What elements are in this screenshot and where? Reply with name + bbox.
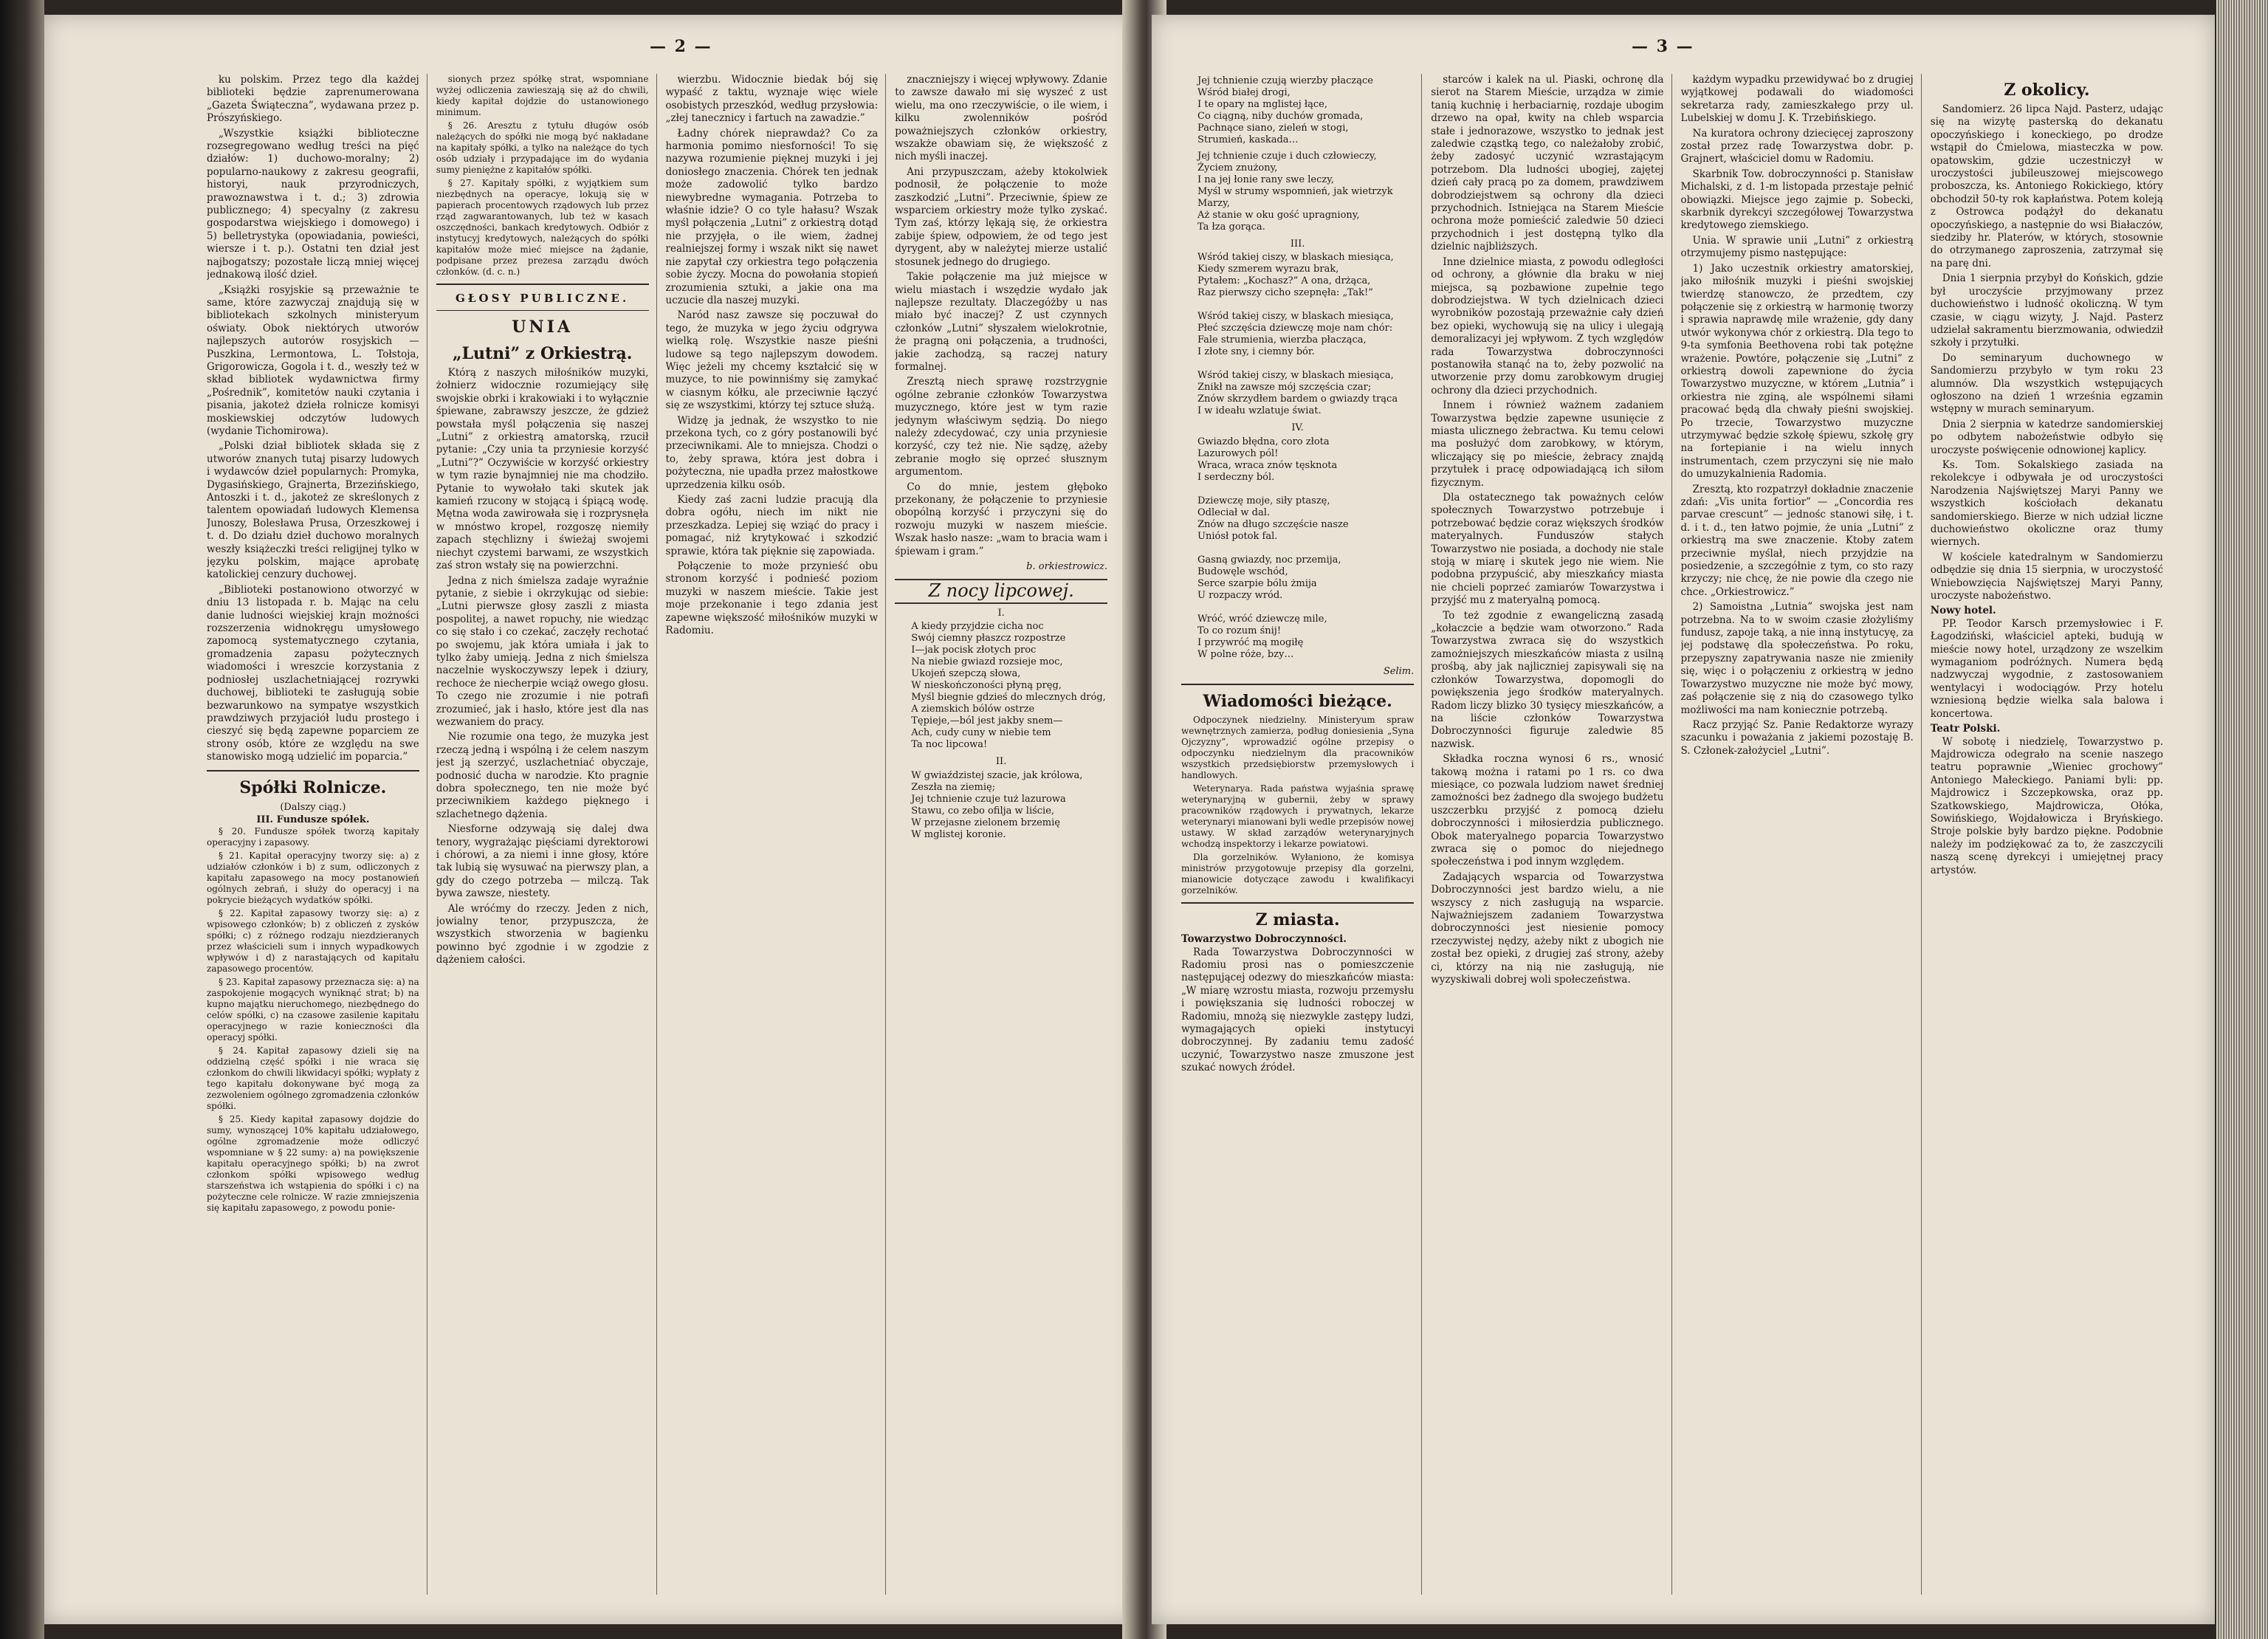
paragraph: Ładny chórek nieprawdaż? Co za harmonia pomimo niesforności! To się nazywa rozumienie pięknej muzyki i jej doniosłego znaczenia. Chórek ten jednak może zadowolić tylko bardzo niewybredne wymagania. Potrzeba to właśnie idzie? O co tyle hałasu? Wszak myśl połączenia „Lutni” z orkiestrą dotąd nie przyjęła, o ile wiem, żadnej realniejszej formy i wszak nikt się nawet nie zapytał czy orkiestra tego połączenia sobie życzy. Mocna do powołania stopień zrozumienia sztuki, a jakie ona ma uczucie dla naszej muzyki. xyxy=(665,127,879,306)
paragraph: znaczniejszy i więcej wpływowy. Zdanie to zawsze dawało mi się wyszeć z ust wielu, ma ono rzeczywiście, o ile wiem, i kilku zwolenników pośród poważniejszych członków orkiestry, wszakże obawiam się, że większość z nich myśli inaczej. xyxy=(895,74,1107,163)
poem-part-number: IV. xyxy=(1291,422,1304,434)
paragraph: Którą z naszych miłośników muzyki, żołnierz widocznie rozumiejący siłę swojskie obrki i krakowiaki i to wyłącznie śpiewane, zabrawszy jeszcze, że gdzież powstała myśl połączenia się naszej „Lutni” z orkiestrą amatorską, rzucił pytanie: „Czy unia ta przyniesie korzyść „Lutni”?” Oczywiście w korzyść orkiestry w tym razie bynajmniej nie ma chodziło. Pytanie to wywołało taki skutek jak kamień rzucony w stojącą i śpiącą wodę. Mętna woda zawirowała się i rozprysnęła w mnóstwo kropel, rozgoszę niemiły zapach stęchlizny i świeżaj swojemi niechyt czystemi barwami, ze wszystkich zaś stron wstały się na powierzchni. xyxy=(436,367,649,572)
section-title-z-miasta: Z miasta. xyxy=(1255,910,1340,930)
paragraph: Zresztą niech sprawę rozstrzygnie ogólne zebranie członków Towarzystwa muzycznego, które jest w tym razie jedynym właściwym sędzią. Do niego należy zdecydować, czy unia przyniesie korzyść, czy też nie. Nie sądzę, ażeby zebranie mogło się oprzeć słusznym argumentom. xyxy=(895,376,1107,478)
book-edge-left xyxy=(0,0,44,1639)
paragraph: § 21. Kapitał operacyjny tworzy się: a) z udziałów członków i b) z sum, odliczonych z kapitału zapasowego na mocy postanowień ogólnych zebrań, i służy do operacyj i na pokrycie bieżących wydatków spółki. xyxy=(207,851,419,906)
paragraph: Niesforne odzywają się dalej dwa tenory, wygrażając pięściami dyrektorowi i chórowi, a za niemi i inne głosy, które tak lubią się wysuwać na pierwszy plan, a gdy do czego potrzeba — milczą. Tak bywa zawsze, niestety. xyxy=(436,823,649,900)
paragraph: § 26. Aresztu z tytułu długów osób należących do spółki nie mogą być nakładane na kapitały spółki, a tylko na należące do tych osób udziały i przypadające im do wydania sumy pieniężne z kapitałów spółki. xyxy=(436,120,649,175)
poem-stanza: Jej tchnienie czuje i duch człowieczy, Życiem znużony, I na jej łonie rany swe leczy, Myśl w strumy wspomnień, jak wietrzyk Marzy, Aż stanie w oku gość upragniony, Ta łza gorąca. xyxy=(1197,151,1393,233)
paragraph: wierzbu. Widocznie biedak bój się wypaść z taktu, wyznaje więc wiele osobistych przeszkód, według przysłowia: „złej tanecznicy i fartuch na zawadzie.” xyxy=(665,74,879,125)
section-part-heading: III. Fundusze spółek. xyxy=(256,814,370,825)
paragraph: Innem i również ważnem zadaniem Towarzystwa będzie zapewne usunięcie z miasta ulicznego żebractwa. Ku temu celowi ma posłużyć dom zarobkowy, w którym, wliczający się po mieście, żebracy znajdą przytułek i pracę odpowiadającą ich siłom fizycznym. xyxy=(1431,399,1664,489)
section-title-spolki: Spółki Rolnicze. xyxy=(239,777,387,797)
divider xyxy=(436,310,649,311)
paragraph: Dnia 1 sierpnia przybył do Końskich, gdzie był uroczyście przyjmowany przez duchowieństwo i ludność okoliczną. W tym czasie, w ciągu wizyty, J. Najd. Pasterz udzielał sakramentu bierzmowania, odwiedził szkoły i przytułki. xyxy=(1930,272,2163,349)
paragraph: „Polski dział bibliotek składa się z utworów znanych tutaj pisarzy ludowych i wydawców dzieł popularnych: Promyka, Dygasińskiego, Grajnerta, Brzezińskiego, Antoszki i t. d., jakoteż ze skreślonych z talentem opowiadań ludowych Klemensa Junoszy, Bolesława Prusa, Orzeszkowej i t. d. Do działu dzieł duchowo moralnych weszły książeczki treści religijnej tylko w języku polskim, mające aprobatę katolickiej cenzury duchowej. xyxy=(207,440,419,581)
paragraph: starców i kalek na ul. Piaski, ochronę dla sierot na Starem Mieście, urządza w zimie tanią kuchnię i herbaciarnię, rozdaje ubogim drzewo na opał, kwity na chleb wsparcia stałe i jednorazowe, wszystko to jednak jest zaledwie cząstką tego, co należałoby zrobić, żeby zadosyć uczynić wzrastającym potrzebom. Dla ludności ubogiej, zajętej dzień cały pracą po za domem, prawdziwem dobrodziejstwem są ochrony dla dzieci przychodnich. Istniejąca na Starem Mieście ochrona może pomieścić zaledwie 50 dzieci przychodnich i jest dostępną tylko dla dzielnic najbliższych. xyxy=(1431,74,1664,253)
article-title-unia: UNIA xyxy=(512,317,573,337)
poem-signature: Selim. xyxy=(1383,665,1415,677)
paragraph: PP. Teodor Karsch przemysłowiec i F. Łagodziński, właściciel apteki, budują w mieście nowy hotel, urządzony ze wszelkim wymaganiom podróżnych. Numera będą nadzwyczaj wygodnie, z zastosowaniem wentylacyi i wodociągów. Przy hotelu wzniesioną będzie wielka sala balowa i koncertowa. xyxy=(1930,617,2163,720)
divider xyxy=(1181,684,1414,685)
poem-stanza: Jej tchnienie czują wierzby płaczące Wśród białej drogi, I te opary na mglistej łące, Co ciągną, niby duchów gromada, Pachnące siano, zieleń w stogi, Strumień, kaskada… xyxy=(1197,75,1373,145)
paragraph: To też zgodnie z ewangeliczną zasadą „kołaczcie a będzie wam otworzono.” Rada Towarzystwa zwraca się do wszystkich zamożniejszych mieszkańców miasta z usilną prośbą, aby jak najliczniej zapisywali się na członków Towarzystwa, dopomogli do powiększenia jego środków materyalnych. Radom liczy blizko 30 tysięcy mieszkańców, a na liście członków Towarzystwa Dobroczynności figuruje zaledwie 85 nazwisk. xyxy=(1431,609,1664,750)
paragraph: Unia. W sprawie unii „Lutni” z orkiestrą otrzymujemy pismo następujące: xyxy=(1680,234,1914,260)
paragraph: Odpoczynek niedzielny. Ministeryum spraw wewnętrznych zamierza, podług doniesienia „Syna Ojczyzny”, wprowadzić ogólne przepisy o odpoczynku niedzielnym dla pracowników wszystkich przedsiębiorstw przemysłowych i handlowych. xyxy=(1181,715,1415,781)
paragraph: „Biblioteki postanowiono otworzyć w dniu 13 listopada r. b. Mając na celu danie ludności wiejskiej krajn możności rozszerzenia widnokręgu umysłowego zapomocą systematycznego czytania, gromadzenia zapasu pożytecznych wiadomości i wreszcie korzystania z podniosłej uszlachetniającej rozrywki duchowej, biblioteki te zasługują sobie bezwarunkowo na sympatye wszystkich prawdziwych przyjaciół ludu prostego i cieszyć się będą zapewne poparciem ze strony osób, które ze względu na swe stanowisko mogą udzielić im poparcia.” xyxy=(207,583,419,763)
article-signature: b. orkiestrowicz. xyxy=(1026,561,1107,573)
paragraph: Co do mnie, jestem głęboko przekonany, że połączenie to przyniesie obopólną korzyść i przyczyni się do rozwoju muzyki w naszem mieście. Wszak hasło nasze: „wam to bracia wam i śpiewam i gram.” xyxy=(895,481,1107,557)
paragraph: § 22. Kapitał zapasowy tworzy się: a) z wpisowego członków; b) z obliczeń z zysków spółki; c) z różnego rodzaju niezdzieranych przez właścicieli sum i innych wypadkowych wpływów i d) z narastających od kapitału zapasowego procentów. xyxy=(207,908,419,975)
paragraph: ku polskim. Przez tego dla każdej biblioteki będzie zaprenumerowana „Gazeta Świąteczna”, wydawana przez p. Prószyńskiego. xyxy=(207,74,419,125)
right-page-number: — 3 — xyxy=(1632,37,1694,56)
divider xyxy=(1181,902,1414,904)
paragraph: Dla gorzelników. Wyłaniono, że komisya ministrów przygotowuje przepisy dla gorzelni, mianowicie dotyczące zawodu i kwalifikacyi gorzelników. xyxy=(1181,852,1415,896)
paragraph: W kościele katedralnym w Sandomierzu odbędzie się dnia 15 sierpnia, w uroczystość Wniebowzięcia Najświętszej Maryi Panny, uroczyste nabożeństwo. xyxy=(1930,551,2163,602)
paragraph: Połączenie to może przynieść obu stronom korzyść i podnieść poziom muzyki w naszem mieście. Takie jest moje przekonanie i tego zdania jest zapewne większość miłośników muzyki w Radomiu. xyxy=(665,560,879,637)
paragraph: W sobotę i niedzielę, Towarzystwo p. Majdrowicza odegrało na scenie naszego teatru poprawnie „Wieniec grochowy” Antoniego Małeckiego. Paniami byli: pp. Majdrowicz i Szczepkowska, oraz pp. Szatkowskiego, Majdrowicza, Ołóka, Sowińskiego, Wojdałowicza i Bryńskiego. Stroje polskie były bardzo piękne. Podobnie należy im podziękować za to, że zaszczycili naszą scenę dyrekcyi i umiejętnej pracy artystów. xyxy=(1930,735,2163,876)
paragraph: Dnia 2 sierpnia w katedrze sandomierskiej po odbytem nabożeństwie odbyło się uroczyste poświęcenie odnowionej kaplicy. xyxy=(1930,418,2163,456)
paragraph: Składka roczna wynosi 6 rs., wnosić takową można i ratami po 1 rs. co dwa miesiące, co pozwala ludziom nawet średniej zamożności bez żadnego dla swojego budżetu uszczerbku przyjść z pomocą dziełu dobroczynności i miłosierdzia publicznego. Obok materyalnego poparcia Towarzystwo zwraca się o pomoc do niejednego społeczeństwa i pod innym względem. xyxy=(1431,753,1664,868)
paragraph: każdym wypadku przewidywać bo z drugiej wyjątkowej podawali do wiadomości sekretarza rady, zamieszkałego przy ul. Lubelskiej w domu J. K. Trzebińskiego. xyxy=(1680,74,1914,125)
paragraph: Inne dzielnice miasta, z powodu odległości od ochrony, a głównie dla braku w niej miejsca, są pozbawione zupełnie tego dobrodziejstwa. W tych dzielnicach dzieci wyrobników pozostają przeważnie cały dzień bez opieki, wychowują się na ulicy i ulegają demoralizacyi jej wpływom. Z tych względów rada Towarzystwa dobroczynności postanowiła stanąć na to, żeby pozwolić na utworzenie przy domu zarobkowym drugiej ochrony dla dzieci przychodnich. xyxy=(1431,255,1664,396)
section-title-wiadomosci: Wiadomości bieżące. xyxy=(1203,692,1392,712)
paragraph: Na kuratora ochrony dziecięcej zaproszony został przez radę Towarzystwa dobr. p. Grajnert, właściciel domu w Radomiu. xyxy=(1680,127,1914,165)
left-column-2 xyxy=(436,74,657,1595)
section-title-glosy: GŁOSY PUBLICZNE. xyxy=(456,292,630,305)
left-column-3 xyxy=(666,74,887,1595)
poem-part-number: III. xyxy=(1290,238,1305,250)
poem-title: Z nocy lipcowej. xyxy=(895,579,1107,603)
poem-stanza: W gwiaździstej szacie, jak królowa, Zeszła na ziemię; Jej tchnienie czuje tuż lazurowa Stawu, co zebo ofilja w liście, W przejasne zielonem brzemię W mglistej koronie. xyxy=(911,769,1083,840)
left-page xyxy=(44,15,1137,1624)
left-column-1 xyxy=(207,74,427,1595)
paragraph: Takie połączenie ma już miejsce w wielu miastach i wszędzie wydało jak najlepsze rezultaty. Dlaczegóżby u nas miało być inaczej? Z ust czynnych członków „Lutni” słyszałem wielokrotnie, że pragną oni połączenia, a trudności, jakie zachodzą, są raczej natury formalnej. xyxy=(895,271,1107,373)
article-subtitle-lutni: „Lutni” z Orkiestrą. xyxy=(452,344,633,363)
paragraph: Ks. Tom. Sokalskiego zasiada na rekolekcye i odbywała je od uroczystości Narodzenia Najświętszej Maryi Panny we wszystkich kościołach dekanatu sandomierskiego. Bierze w nich udział liczne duchowieństwo okoliczne oraz tłumy wiernych. xyxy=(1930,458,2163,549)
right-column-2 xyxy=(1431,74,1671,1595)
divider xyxy=(436,284,649,285)
paragraph: Ale wróćmy do rzeczy. Jeden z nich, jowialny tenor, przypuszcza, że wszystkich stworzenia w bagienku powinno być zgodnie i w zgodzie z dążeniem całości. xyxy=(436,902,649,966)
poem-part-number: II. xyxy=(995,756,1007,768)
paragraph: Zresztą, kto rozpatrzył dokładnie znaczenie zdań: „Vis unita fortior” — „Concordia res parvae crescunt” — jednośc stanowi siłę, i t. d. i t. d., ten łatwo pojmie, że unia „Lutni” z orkiestrą ma swe znaczenie. Ktoby zatem przeciwnie myślał, niech przyjdzie na posiedzenie, a szczegółnie z tym, co sto razy krzyczy; nie chcę, że nie powie dla czego nie chce. „Orkiestrowicz.” xyxy=(1680,483,1914,598)
paragraph: Sandomierz. 26 lipca Najd. Pasterz, udając się na wizytę pasterską do dekanatu opoczyńskiego i koneckiego, po drodze wstąpił do Ćmielowa, miasteczka w pow. opatowskim, gdzie uczestniczył w uroczystości jubileuszowej miejscowego proboszcza, ks. Antoniego Rokickiego, który obchodził 50-ty rok kapłaństwa. Potem koleją z Ostrowca podążył do dekanatu opoczyńskiego, a następnie do wsi Białaczów, siedziby hr. Platerów, w których, stosownie do otrzymanego zaproszenia, zatrzymał się na parę dni. xyxy=(1930,103,2163,269)
right-column-1 xyxy=(1181,74,1422,1595)
paragraph: § 25. Kiedy kapitał zapasowy dojdzie do sumy, wynoszącej 10% kapitału udziałowego, ogólne zgromadzenie może odliczyć wspomniane w § 22 sumy: a) na powiększenie kapitału operacyjnego spółki; b) na zwrot członkom spółki wpisowego według starszeństwa ich wstąpienia do spółki i c) na pożyteczne cele rolnicze. W razie zmniejszenia się kapitału zapasowego, z powodu ponie- xyxy=(207,1114,419,1214)
paragraph: Naród nasz zawsze się poczuwał do tego, że muzyka w jego życiu odgrywa wielką rolę. Wszystkie nasze pieśni ludowe są tego najlepszym dowodem. Więc jeżeli my chcemy kształcić się w muzyce, to nie powinniśmy się zamykać w ciasnym kółku, ale przeciwnie łączyć się ze wszystkimi, którzy tej sztuce służą. xyxy=(665,309,879,412)
paragraph: Zadających wsparcia od Towarzystwa Dobroczynności jest bardzo wielu, a nie wszyscy z nich zasługują na wsparcie. Najważniejszem zadaniem Towarzystwa dobroczynności jest niesienie pomocy rzeczywistej nędzy, ażeby nikt z ubogich nie został bez opieki, z drugiej zaś strony, ażeby ci, którzy na nią nie zasługują, nie wyzyskiwali dobrej woli społeczeństwa. xyxy=(1431,870,1664,986)
left-column-4 xyxy=(895,74,1115,1595)
paragraph: § 27. Kapitały spółki, z wyjątkiem sum niezbędnych na operacye, lokują się w papierach procentowych rządowych lub przez rząd zagwarantowanych, lub też w kasach oszczędności, bankach kredytowych. Odbiór z instytucyj kredytowych, należących do spółki kapitałów może mieć miejsce na żądanie, podpisane przez prezesa zarządu dwóch członków. (d. c. n.) xyxy=(436,178,649,277)
poem-stanza: Gwiazdo błędna, coro złota Lazurowych pól! Wraca, wraca znów tęsknota I serdeczny ból. Dziewczę moje, siły ptaszę, Odleciał w dal. Znów na długo szczęście nasze Uniósł potok fal. Gasną gwiazdy, noc przemija, Budowęle wschód, Serce szarpie bólu żmija U rozpaczy wród. Wróć, wróć dziewczę mile, To co rozum śnij! I przywróć mą mogiłę W polne róże, bzy… xyxy=(1197,436,1349,660)
paragraph: § 20. Fundusze spółek tworzą kapitały operacyjny i zapasowy. xyxy=(207,826,419,848)
subsection-title: Teatr Polski. xyxy=(1930,723,2001,735)
divider xyxy=(207,770,419,772)
paragraph: § 23. Kapitał zapasowy przeznacza się: a) na zaspokojenie mogących wyniknąć strat; b) na kupno majątku nieruchomego, niezbędnego do celów spółki, c) na czasowe zasilenie kapitału operacyjnego w razie konieczności dla operacyj spółki. xyxy=(207,977,419,1043)
poem-part-number: I. xyxy=(997,607,1005,619)
paragraph: Nie rozumie ona tego, że muzyka jest rzeczą jedną i wspólną i że celem naszym jest ją szerzyć, uszlachetniać obyczaje, podnosić ducha w narodzie. Kto pragnie dobra społecznego, ten nie może być przeciwnikiem każdego pięknego i szlachetnego dążenia. xyxy=(436,731,649,820)
section-title-z-okolicy: Z okolicy. xyxy=(2004,80,2090,100)
paragraph: Weterynarya. Rada państwa wyjaśnia sprawę weterynaryjną w gubernii, żeby w sprawy pracowników rządowych i prywatnych, lekarze weterynaryi mianowani byli wedle przepisów nowej ustawy. W skład zarządów weterynaryjnych wchodzą inspektorzy i lekarze powiatowi. xyxy=(1181,783,1415,850)
paragraph: Rada Towarzystwa Dobroczynności w Radomiu prosi nas o pomieszczenie następującej odezwy do mieszkańców miasta: „W miarę wzrostu miasta, rozwoju przemysłu i powiększania się ludności roboczej w Radomiu, mnożą się niezwykle zastępy ludzi, wymagających opieki instytucyi dobroczynnej. By zadaniu temu zadość uczynić, Towarzystwo nasze zmuszone jest szukać nowych źródeł. xyxy=(1181,946,1415,1074)
subsection-title: Towarzystwo Dobroczynności. xyxy=(1181,933,1347,946)
paragraph: 2) Samoistna „Lutnia” swojska jest nam potrzebna. Na to w swoim czasie złożyliśmy fundusz, zapoje taką, a nie inną instytucyę, za jej podstawę dla społeczeństwa. Po roku, przepyszny zapatrywania nasze nie zmieniły się, więc i o połączeniu z orkiestrą w jedno Towarzystwo muzyczne nie może być mowy, zaś połączenie się z nią do czasowego tylko możliwości ma nam koniecznie potrzebą. xyxy=(1680,601,1914,716)
poem-stanza: Wśród takiej ciszy, w blaskach miesiąca, Kiedy szmerem wyrazu brak, Pytałem: „Kochasz?” A ona, drżąca, Raz pierwszy cicho szepnęła: „Tak!” Wśród takiej ciszy, w blaskach miesiąca, Płeć szczęścia dziewczę moje nam chór: Fale strumienia, wierzba płacząca, I złote sny, i ciemny bór. Wśród takiej ciszy, w blaskach miesiąca, Znikł na zawsze mój szczęścia czar; Znów skrzydłem bardem o gwiazdy trąca I w ideału wzlatuje świat. xyxy=(1197,252,1398,417)
book-edge-right xyxy=(2216,0,2268,1639)
paragraph: § 24. Kapitał zapasowy dzieli się na oddzielną część spółki i nie wraca się członkom do chwili likwidacyi spółki; wypłaty z tego kapitału dokonywane być mogą za zezwoleniem ogólnego zgromadzenia członków spółki. xyxy=(207,1045,419,1112)
left-page-number: — 2 — xyxy=(650,37,712,56)
paragraph: 1) Jako uczestnik orkiestry amatorskiej, jako miłośnik muzyki i pieśni swojskiej twierdzę stanowczo, że przedtem, czy połączenie się z orkiestrą w harmonię tworzy i sprawia naprawdę mile wrażenie, gdy dany utwór wykonywa chór z orkiestrą. Dla tego to 9-ta symfonia Beethovena robi tak potężne wrażenie. Powtóre, połączenie się „Lutni” z orkiestrą dowoli zapewnione do życia Towarzystwo muzyczne, w którem „Lutnia” i orkiestra nie zginą, ale wspólnemi siłami pracować będą dla chwały pieśni swojskiej. Po trzecie, Towarzystwo muzyczne utrzymywać będzie szkołę śpiewu, szkołę gry na fortepianie i na wielu innych instrumentach, czem przyczyni się nie mało do umuzykalnienia Radomia. xyxy=(1680,262,1914,481)
paragraph: Skarbnik Tow. dobroczynności p. Stanisław Michalski, z d. 1-m listopada przestaje pełnić obowiązki. Miejsce jego zajmie p. Sobecki, skarbnik dyrekcyi szczegółowej Towarzystwa kredytowego ziemskiego. xyxy=(1680,168,1914,232)
paragraph: Kiedy zaś zacni ludzie pracują dla dobra ogółu, niech im nikt nie przeszkadza. Lepiej się wziąć do pracy i pomagać, niż krytykować i szkodzić sprawie, która tak pięknie się zapowiada. xyxy=(665,494,879,557)
paragraph: Do seminaryum duchownego w Sandomierzu przybyło w tym roku 23 alumnów. Dla wszystkich wstępujących ogłoszono na dzień 1 września egzamin wstępny w murach seminaryum. xyxy=(1930,351,2163,416)
paragraph: sionych przez spółkę strat, wspomniane wyżej odliczenia zawieszają się aż do chwili, kiedy kapitał dojdzie do ustanowionego minimum. xyxy=(436,74,649,117)
subsection-title: Nowy hotel. xyxy=(1930,605,1996,617)
paragraph: Racz przyjąć Sz. Panie Redaktorze wyrazy szacunku i poważania z jakiemi pozostaję B. S. Członek-założyciel „Lutni”. xyxy=(1680,718,1914,757)
paragraph: Widzę ja jednak, że wszystko to nie przekona tych, co z góry postanowili być przeciwnikami. Ale to mniejsza. Chodzi o to, żeby sprawa, która jest dobra i pożyteczna, nie upadła przez małostkowe uprzedzenia kilku osób. xyxy=(665,414,879,491)
paragraph: „Wszystkie książki biblioteczne rozsegregowano według treści na pięć działów: 1) duchowo-moralny; 2) popularno-naukowy z zakresu geografii, historyi, nauk przyrodniczych, prawoznawstwa i t. d.; 3) zdrowia publicznego; 4) specyalny (z zakresu gospodarstwa wiejskiego i domowego) i 5) belletrystyka (opowiadania, powieści, wiersze i t. p.). Ostatni ten dział jest najbogatszy; pozostałe liczą mniej więcej jednakową ilość dzieł. xyxy=(207,127,419,281)
right-column-4 xyxy=(1931,74,2171,1595)
right-page xyxy=(1152,15,2215,1624)
paragraph: Dla ostatecznego tak poważnych celów społecznych Towarzystwo potrzebuje i potrzebować będzie coraz większych środków materyalnych. Funduszów stałych Towarzystwo nie posiada, a dochody nie stale stoją w miarę i skutek jego nie wiem. Nie podobna przypuścić, aby mieszkańcy miasta nie chcieli poprzeć zamiarów Towarzystwa i przyjść mu z materyalną pomocą. xyxy=(1431,492,1664,607)
paragraph: Ani przypuszczam, ażeby ktokolwiek podnosił, że połączenie to może zaszkodzić „Lutni”. Przeciwnie, śpiew ze wsparciem orkiestry może tylko zyskać. Tym zaś, którzy lękają się, że orkiestra zabije śpiew, odpowiem, że od tego jest dyrygent, aby w należytej mierze ustalić stosunek jednego do drugiego. xyxy=(895,165,1107,268)
paragraph: „Książki rosyjskie są przeważnie te same, które zazwyczaj znajdują się w bibliotekach szkolnych ministeryum oświaty. Obok niektórych utworów najlepszych autorów rosyjskich — Puszkina, Lermontowa, L. Tołstoja, Grigorowicza, Gogola i t. d., weszły też w skład bibliotek wydawnictwa firmy „Pośrednik”, komitetów nauki czytania i pisania, jakoteż dzieła rolnicze komisyi moskiewskiej odczytów ludowych (wydanie Tichomirowa). xyxy=(207,284,419,437)
paragraph: Jedna z nich śmielsza zadaje wyraźnie pytanie, z siebie i okrzykując od siebie: „Lutni pierwsze głosy zaszli z miasta pospolitej, a nawet ropuchy, nie wiedząc co się stało i co czekać, zaczęły rechotać po swojemu, jak która umiała i jak to tylko żaby umieją. Jedna z nich śmielsza naczelnie wyskoczywszy lepek i dziury, rechoce że niecherpie wciąż owego głosu. To czego nie zrozumie i nie potrafi zrozumieć, jak i hasło, które jest dla nas wezwaniem do pracy. xyxy=(436,574,649,728)
section-subtitle: (Dalszy ciąg.) xyxy=(280,801,346,813)
poem-stanza: A kiedy przyjdzie cicha noc Swój ciemny płaszcz rozpostrze I—jak pocisk złotych proc Na niebie gwiazd rozsieje moc, Ukojeń szepczą słowa, W nieskończoności płyną pręg, Myśl biegnie gdzieś do mlecznych dróg, A ziemskich bólów ostrze Tępieje,—ból jest jakby snem— Ach, cudy cuny w niebie tem Ta noc lipcowa! xyxy=(911,621,1106,751)
right-column-3 xyxy=(1681,74,1922,1595)
